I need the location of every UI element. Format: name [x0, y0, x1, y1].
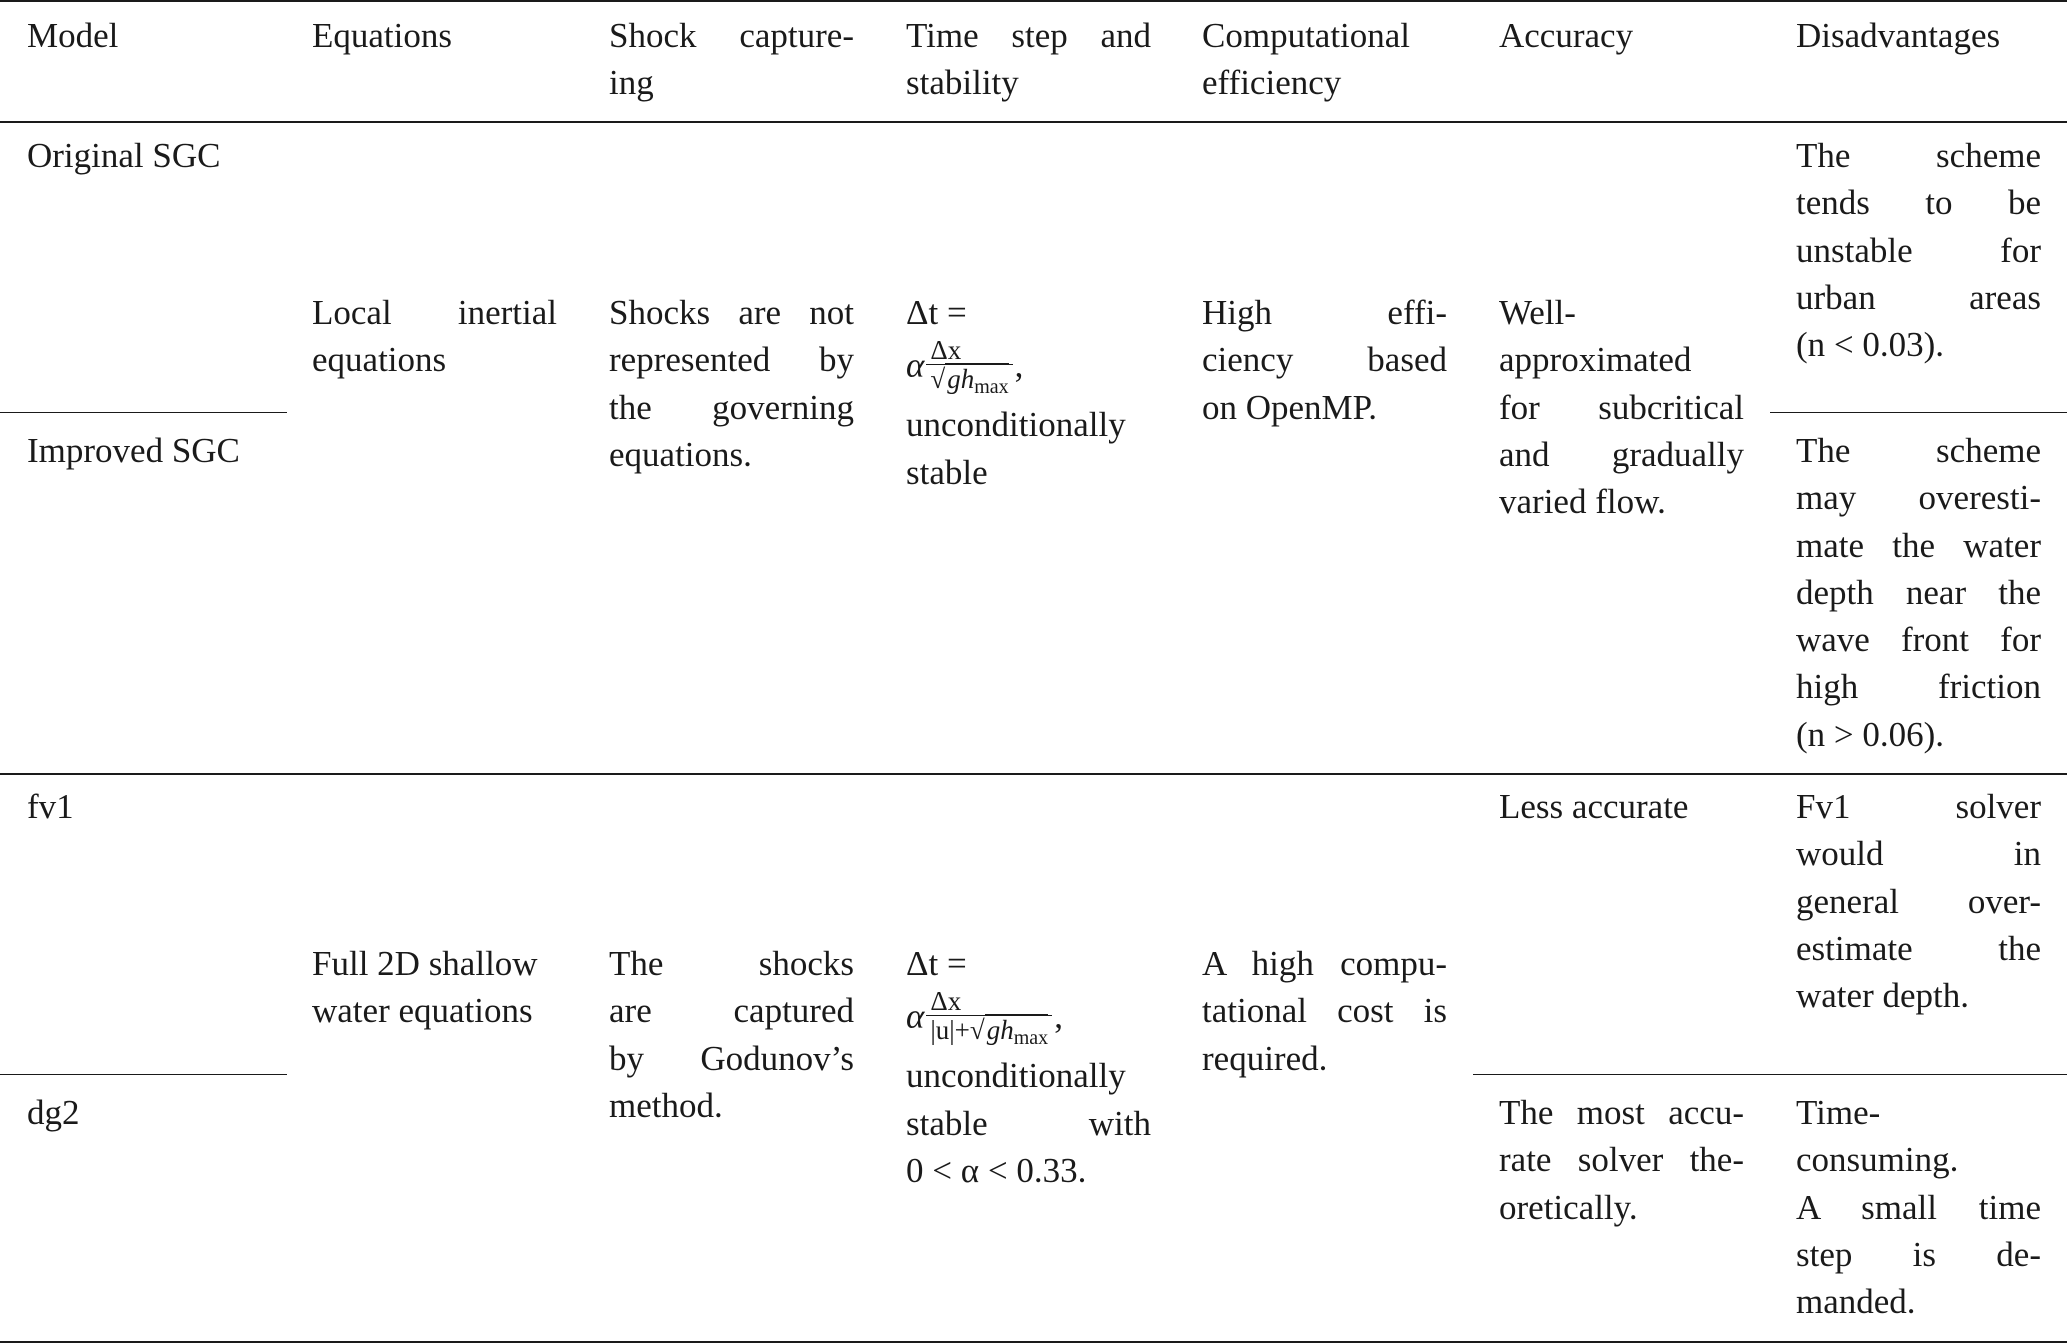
group1-time-formula-lhs: Δt = [906, 293, 967, 332]
group2-acc-divider [1473, 1074, 2067, 1075]
group1-equations: Local inertial equations [312, 293, 557, 380]
group1-efficiency: High effi- ciency based on OpenMP. [1202, 293, 1447, 427]
group1-disadv-divider [1770, 412, 2067, 413]
header-model: Model [27, 16, 119, 55]
group1-shock: Shocks are not represented by the governing equations. [609, 293, 854, 474]
group2-efficiency: A high compu- tational cost is required. [1202, 944, 1447, 1078]
model-fv1: fv1 [27, 787, 74, 826]
model-improved-sgc: Improved SGC [27, 431, 240, 470]
group2-equations: Full 2D shallow water equations [312, 944, 538, 1031]
top-rule [0, 0, 2067, 2]
model-original-sgc: Original SGC [27, 136, 221, 175]
group2-disadv-dg2: Time- consuming. A small time step is de- manded. [1796, 1093, 2041, 1322]
model-dg2: dg2 [27, 1093, 80, 1132]
header-time-step: Time step and stability [906, 16, 1151, 103]
header-shock-capturing: Shock capture- ing [609, 16, 854, 103]
group1-time-step: Δt = α $\frac{\Delta x}{√gh_{max}}$ , unconditionally stable [906, 289, 1156, 496]
group1-time-formula: α $\frac{\Delta x}{√gh_{max}}$ , [906, 335, 1024, 399]
header-accuracy: Accuracy [1499, 16, 1634, 55]
header-disadvantages: Disadvantages [1796, 16, 2001, 55]
group2-disadv-fv1: Fv1 solver would in general over- estimate the water depth. [1796, 787, 2041, 1016]
group2-time-formula: α $\frac{\Delta x}{|u|+√gh_{max}}$ , [906, 986, 1063, 1050]
group-rule [0, 773, 2067, 775]
group1-model-divider [0, 412, 287, 413]
group2-time-formula-lhs: Δt = [906, 944, 967, 983]
group2-accuracy-fv1: Less accurate [1499, 787, 1689, 826]
group2-model-divider [0, 1074, 287, 1075]
header-equations: Equations [312, 16, 452, 55]
header-rule [0, 121, 2067, 123]
group2-shock: The shocks are captured by Godunov’s method. [609, 944, 854, 1125]
header-efficiency: Computational efficiency [1202, 16, 1411, 103]
group1-disadv-improved: The scheme may overesti- mate the water depth near the wave front for high friction (n > 0.06). [1796, 431, 2041, 754]
group1-disadv-original: The scheme tends to be unstable for urban areas (n < 0.03). [1796, 136, 2041, 365]
group1-accuracy: Well- approximated for subcritical and gradually varied flow. [1499, 293, 1744, 522]
group2-accuracy-dg2: The most accu- rate solver the- oretically. [1499, 1093, 1744, 1227]
group2-time-step: Δt = α $\frac{\Delta x}{|u|+√gh_{max}}$ , unconditionally stable with 0 < α < 0.33. [906, 940, 1151, 1194]
